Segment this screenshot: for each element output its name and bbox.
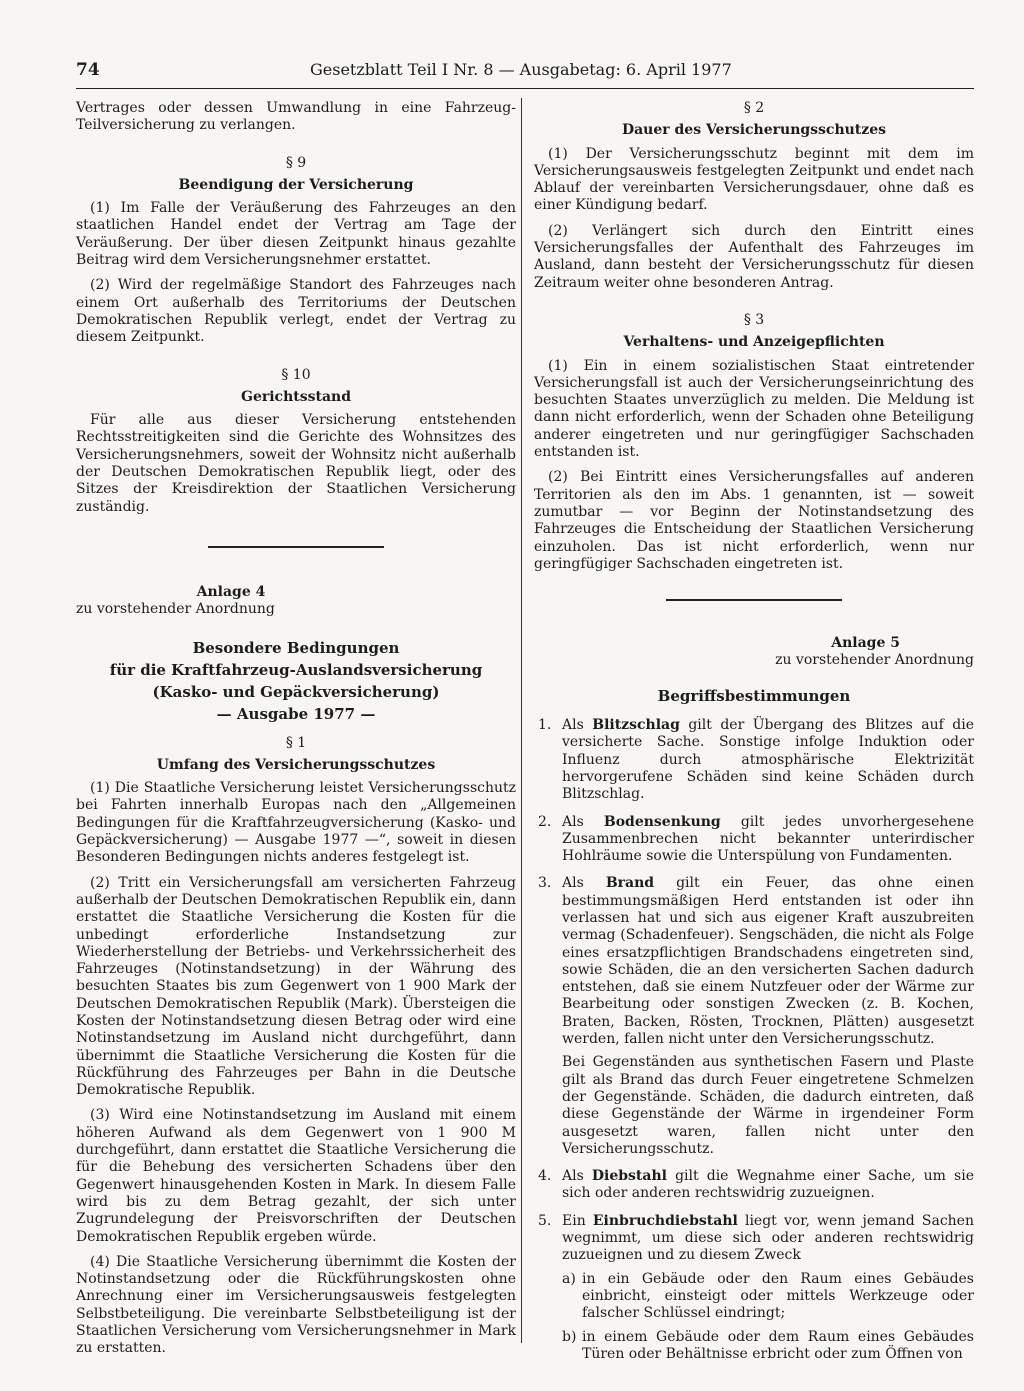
definition-number: 4. bbox=[538, 1168, 552, 1185]
sub-item-text: in einem Gebäude oder dem Raum eines Gebäudes Türen oder Behältnisse erbricht oder zum Öffnen von bbox=[582, 1328, 974, 1362]
section-1-paragraph-4: (4) Die Staatliche Versicherung übernimmt die Kosten der Notinstandsetzung oder die Rückführungskosten ohne Anrechnung einer im Versicherungsausweis festgelegten Selbstbeteiligung. Die vereinbarte Selbstbeteiligung ist der Staatlichen Versicherung vom Versicherungsnehmer in Mark zu erstatten. bbox=[76, 1253, 516, 1357]
sub-item-b bbox=[534, 1329, 974, 1364]
definition-number: 2. bbox=[538, 813, 552, 830]
definition-text: liegt vor, wenn jemand Sachen wegnimmt, um diese sich oder anderen rechtswidrig zuzueignen und zu diesem Zweck bbox=[562, 1212, 974, 1264]
column-divider bbox=[521, 98, 522, 1343]
section-1-paragraph-3: (3) Wird eine Notinstandsetzung im Ausland mit einem höheren Aufwand als dem Gegenwert von 1 900 M durchgeführt, dann erstattet die Staatliche Versicherung die für die Behebung des versicherten Schadens über den Gegenwert hinausgehenden Kosten in Mark. In diesem Falle wird bis zu dem Betrag gezahlt, der sich unter Zugrundelegung der Preisvorschriften der Deutschen Demokratischen Republik ergeben würde. bbox=[76, 1107, 516, 1245]
sub-item-text: in ein Gebäude oder den Raum eines Gebäudes einbricht, einsteigt oder mittels Werkzeuge oder falscher Schlüssel eindringt; bbox=[582, 1270, 974, 1322]
section-rule bbox=[666, 599, 842, 601]
section-10-number: § 10 bbox=[281, 366, 311, 383]
document-heading-line-2: für die Kraftfahrzeug-Auslandsversicherung bbox=[109, 660, 483, 679]
section-2-title: Dauer des Versicherungsschutzes bbox=[621, 122, 887, 139]
definition-term: Einbruchdiebstahl bbox=[592, 1212, 738, 1229]
section-1-number: § 1 bbox=[285, 734, 307, 751]
left-column bbox=[76, 100, 516, 1366]
definition-term: Diebstahl bbox=[591, 1168, 667, 1185]
definition-text: gilt die Wegnahme einer Sache, um sie sich oder anderen rechtswidrig zuzueignen. bbox=[562, 1168, 974, 1202]
definition-prefix: Als bbox=[562, 875, 606, 892]
definition-term: Bodensenkung bbox=[603, 813, 721, 830]
document-heading-line-4: — Ausgabe 1977 — bbox=[216, 704, 376, 723]
section-3-title: Verhaltens- und Anzeigepflichten bbox=[623, 334, 885, 351]
section-3-paragraph-2: (2) Bei Eintritt eines Versicherungsfalles auf anderen Territorien als den im Abs. 1 genannten, ist — soweit zumutbar — vor Beginn der Notinstandsetzung des Fahrzeuges die Entscheidung der Staatlichen Versicherung einzuholen. Das ist nicht erforderlich, wenn nur geringfügiger Sachschaden eingetreten ist. bbox=[534, 469, 974, 572]
definitions-heading: Begriffsbestimmungen bbox=[657, 686, 851, 705]
definition-term: Brand bbox=[605, 875, 655, 892]
definition-item bbox=[534, 717, 974, 803]
definition-item bbox=[534, 1168, 974, 1203]
definition-item bbox=[534, 1213, 974, 1265]
anlage-4-subtitle: zu vorstehender Anordnung bbox=[76, 601, 275, 618]
definition-text: gilt ein Feuer, das ohne einen bestimmungsmäßigen Herd entstanden ist oder ihn verlassen hat und sich aus eigener Kraft auszubreiten vermag (Schadenfeuer). Sengschäden, die nicht als Folge eines ersatzpflichtigen Brandschadens eingetreten sind, sowie Schäden, die an den versicherten Sachen dadurch entstehen, daß sie einem Nutzfeuer oder der Wärme zur Bearbeitung oder sonstigen Zwecken (z. B. Kochen, Braten, Backen, Rösten, Trocknen, Plätten) ausgesetzt werden, fallen nicht unter den Versicherungsschutz. bbox=[562, 875, 975, 1048]
definition-number: 5. bbox=[538, 1212, 552, 1229]
definition-prefix: Als bbox=[562, 717, 593, 734]
page-header bbox=[76, 58, 974, 89]
sub-item-letter: a) bbox=[562, 1270, 576, 1287]
document-heading-line-3: (Kasko- und Gepäckversicherung) bbox=[152, 682, 440, 701]
section-10-title: Gerichtsstand bbox=[241, 388, 351, 405]
definition-prefix: Ein bbox=[562, 1212, 593, 1229]
section-10-paragraph: Für alle aus dieser Versicherung entstehenden Rechtsstreitigkeiten sind die Gerichte des Wohnsitzes des Versicherungsnehmers, soweit der Wohnsitz nicht außerhalb der Deutschen Demokratischen Republik liegt, oder des Sitzes der Kreisdirektion der Staatlichen Versicherung zuständig. bbox=[76, 412, 516, 515]
anlage-5-subtitle: zu vorstehender Anordnung bbox=[775, 652, 974, 669]
definition-number: 1. bbox=[538, 717, 552, 734]
sub-item-a bbox=[534, 1271, 974, 1323]
right-column bbox=[534, 100, 974, 1369]
definition-item bbox=[534, 814, 974, 866]
section-3-paragraph-1: (1) Ein in einem sozialistischen Staat eintretender Versicherungsfall ist auch der Versicherungseinrichtung des besuchten Staates unverzüglich zu melden. Die Meldung ist dann nicht erforderlich, wenn der Schaden ohne Beteiligung anderer eingetreten und nur geringfügiger Sachschaden entstanden ist. bbox=[534, 357, 974, 461]
definition-text: gilt jedes unvorhergesehene Zusammenbrechen nicht bekannter unterirdischer Hohlräume sowie die Unterspülung von Fundamenten. bbox=[562, 813, 974, 865]
definition-number: 3. bbox=[538, 875, 552, 892]
running-head: Gesetzblatt Teil I Nr. 8 — Ausgabetag: 6. April 1977 bbox=[310, 60, 732, 79]
definition-prefix: Als bbox=[562, 813, 604, 830]
section-1-paragraph-2: (2) Tritt ein Versicherungsfall am versicherten Fahrzeug außerhalb der Deutschen Demokratischen Republik ein, dann erstattet die Staatliche Versicherung die Kosten für die unbedingt erforderliche Instandsetzung zur Wiederherstellung der Betriebs- und Verkehrssicherheit des Fahrzeuges (Notinstandsetzung) in der Währung des besuchten Staates bis zum Gegenwert von 1 900 Mark der Deutschen Demokratischen Republik (Mark). Übersteigen die Kosten der Notinstandsetzung diesen Betrag oder wird eine Notinstandsetzung im Ausland nicht durchgeführt, dann übernimmt die Staatliche Versicherung die Kosten für die Rückführung des Fahrzeuges per Bahn in die Deutsche Demokratische Republik. bbox=[76, 874, 516, 1099]
section-2-paragraph-2: (2) Verlängert sich durch den Eintritt eines Versicherungsfalles der Aufenthalt des Fahrzeuges im Ausland, dann besteht der Versicherungsschutz für diesen Zeitraum weiter ohne besonderen Antrag. bbox=[534, 222, 974, 291]
section-rule bbox=[208, 546, 384, 548]
anlage-4-label: Anlage 4 bbox=[196, 583, 266, 600]
definition-3-extra: Bei Gegenständen aus synthetischen Fasern und Plaste gilt als Brand das durch Feuer eingetretene Schmelzen der Gegenstände. Schäden, die dadurch eintreten, daß diese Gegenstände der Wärme in irgendeiner Form ausgesetzt waren, fallen nicht unter den Versicherungsschutz. bbox=[562, 1054, 974, 1157]
sub-item-letter: b) bbox=[562, 1328, 577, 1345]
definition-text: gilt der Übergang des Blitzes auf die versicherte Sache. Sonstige infolge Induktion oder Influenz durch atmosphärische Elektrizität hervorgerufene Schäden sind keine Schäden durch Blitzschlag. bbox=[562, 717, 974, 803]
definition-term: Blitzschlag bbox=[592, 717, 680, 734]
page-number: 74 bbox=[76, 60, 100, 80]
definition-prefix: Als bbox=[562, 1168, 592, 1185]
section-9-paragraph-2: (2) Wird der regelmäßige Standort des Fahrzeuges nach einem Ort außerhalb des Territoriums der Deutschen Demokratischen Republik verlegt, endet der Vertrag zu diesem Zeitpunkt. bbox=[76, 277, 516, 346]
anlage-5-label: Anlage 5 bbox=[831, 635, 900, 652]
definition-item bbox=[534, 875, 974, 1158]
section-9-title: Beendigung der Versicherung bbox=[178, 176, 414, 193]
document-heading-line-1: Besondere Bedingungen bbox=[192, 638, 400, 657]
section-1-title: Umfang des Versicherungsschutzes bbox=[156, 756, 436, 773]
section-3-number: § 3 bbox=[743, 311, 765, 328]
section-9-number: § 9 bbox=[285, 154, 307, 171]
section-2-paragraph-1: (1) Der Versicherungsschutz beginnt mit dem im Versicherungsausweis festgelegten Zeitpunkt und endet nach Ablauf der vereinbarten Versicherungsdauer, ohne daß es einer Kündigung bedarf. bbox=[534, 145, 974, 214]
intro-paragraph: Vertrages oder dessen Umwandlung in eine Fahrzeug-Teilversicherung zu verlangen. bbox=[76, 100, 516, 134]
section-9-paragraph-1: (1) Im Falle der Veräußerung des Fahrzeuges an den staatlichen Handel endet der Vertrag am Tage der Veräußerung. Der über diesen Zeitpunkt hinaus gezahlte Beitrag wird dem Versicherungsnehmer erstattet. bbox=[76, 200, 516, 269]
section-1-paragraph-1: (1) Die Staatliche Versicherung leistet Versicherungsschutz bei Fahrten innerhalb Europas nach den „Allgemeinen Bedingungen für die Kraftfahrzeugversicherung (Kasko- und Gepäckversicherung) — Ausgabe 1977 —“, soweit in diesen Besonderen Bedingungen nichts anderes festgelegt ist. bbox=[76, 780, 516, 866]
section-2-number: § 2 bbox=[743, 100, 765, 116]
